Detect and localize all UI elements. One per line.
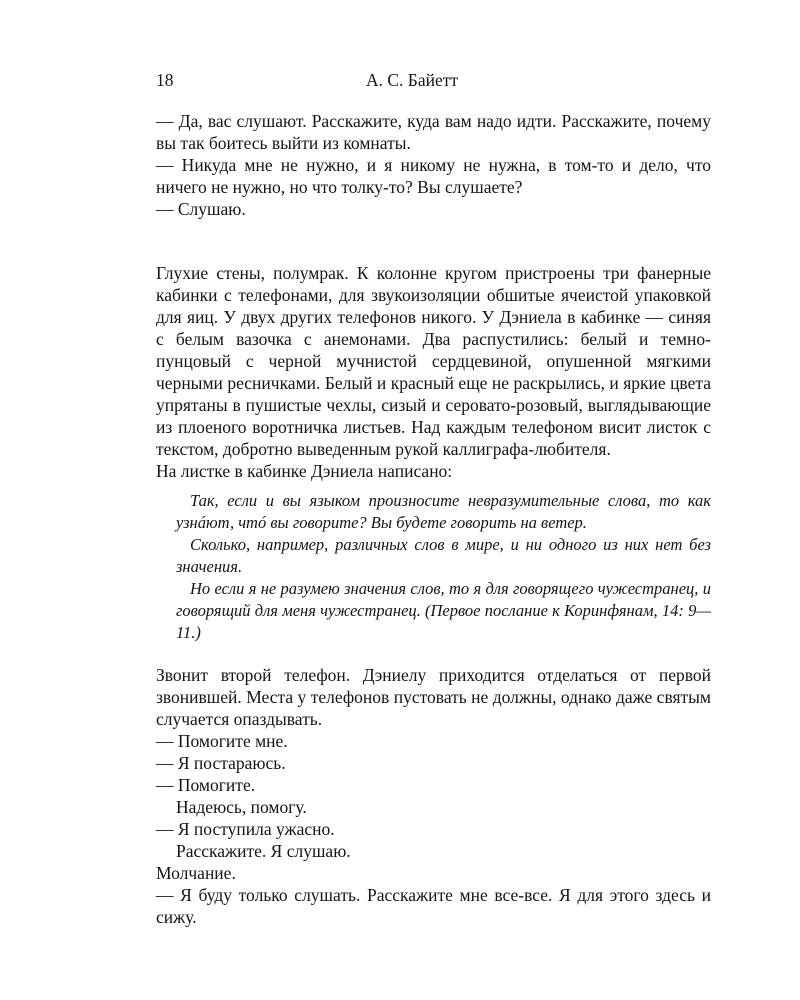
dialogue-line: Молчание. — [156, 863, 236, 883]
dialogue-line: Расскажите. Я слушаю. — [176, 841, 351, 861]
dialogue-line: — Слушаю. — [156, 199, 246, 219]
dialogue-line: — Да, вас слушают. Расскажите, куда вам надо идти. Расскажите, почему вы так боитесь выйти из комнаты. — [156, 111, 711, 153]
dialogue-line: — Я буду только слушать. Расскажите мне все-все. Я для этого здесь и сижу. — [156, 885, 711, 927]
dialogue-line: Надеюсь, помогу. — [176, 797, 307, 817]
opening-dialogue — [156, 110, 711, 220]
book-page — [156, 70, 711, 928]
dialogue-line: — Я постараюсь. — [156, 753, 286, 773]
dialogue-line: — Никуда мне не нужно, и я никому не нужна, в том-то и дело, что ничего не нужно, но что толку-то? Вы слушаете? — [156, 155, 711, 197]
running-title: А. С. Байетт — [366, 70, 459, 90]
page-number: 18 — [156, 70, 174, 90]
dialogue-line: — Я поступила ужасно. — [156, 819, 335, 839]
quote-paragraph: Но если я не разумею значения слов, то я для говорящего чужестранец, и говорящий для меня чужестранец. (Первое послание к Коринфянам, 14: 9—11.) — [176, 579, 711, 642]
closing-section — [156, 664, 711, 928]
page-header — [156, 70, 711, 94]
dialogue-line: — Помогите мне. — [156, 731, 288, 751]
narrative-paragraph: На листке в кабинке Дэниела написано: — [156, 461, 453, 481]
narrative — [156, 262, 711, 482]
narrative-paragraph: Глухие стены, полумрак. К колонне кругом пристроены три фанерные кабинки с телефонами, для звукоизоляции обшитые ячеистой упаковкой для яиц. У двух других телефонов никого. У Дэниела в кабинке — синяя с белым вазочка с анемонами. Два распустились: белый и темно-пунцовый с черной мучнистой сердцевиной, опушенной мягкими черными ресничками. Белый и красный еще не раскрылись, и яркие цвета упрятаны в пушистые чехлы, сизый и серовато-розовый, выглядывающие из плоеного воротничка листьев. Над каждым телефоном висит листок с текстом, добротно выведенным рукой каллиграфа-любителя. — [156, 263, 711, 459]
dialogue-line: — Помогите. — [156, 775, 256, 795]
closing-dialogue — [156, 730, 711, 928]
quote-paragraph: Сколько, например, различных слов в мире, и ни одного из них нет без значения. — [176, 535, 711, 576]
closing-paragraph: Звонит второй телефон. Дэниелу приходится отделаться от первой звонившей. Места у телефонов пустовать не должны, однако даже святым случается опаздывать. — [156, 665, 711, 729]
quote-paragraph: Так, если и вы языком произносите невразумительные слова, то как узнáют, чтó вы говорите? Вы будете говорить на ветер. — [176, 491, 711, 532]
scripture-quote — [176, 490, 711, 644]
